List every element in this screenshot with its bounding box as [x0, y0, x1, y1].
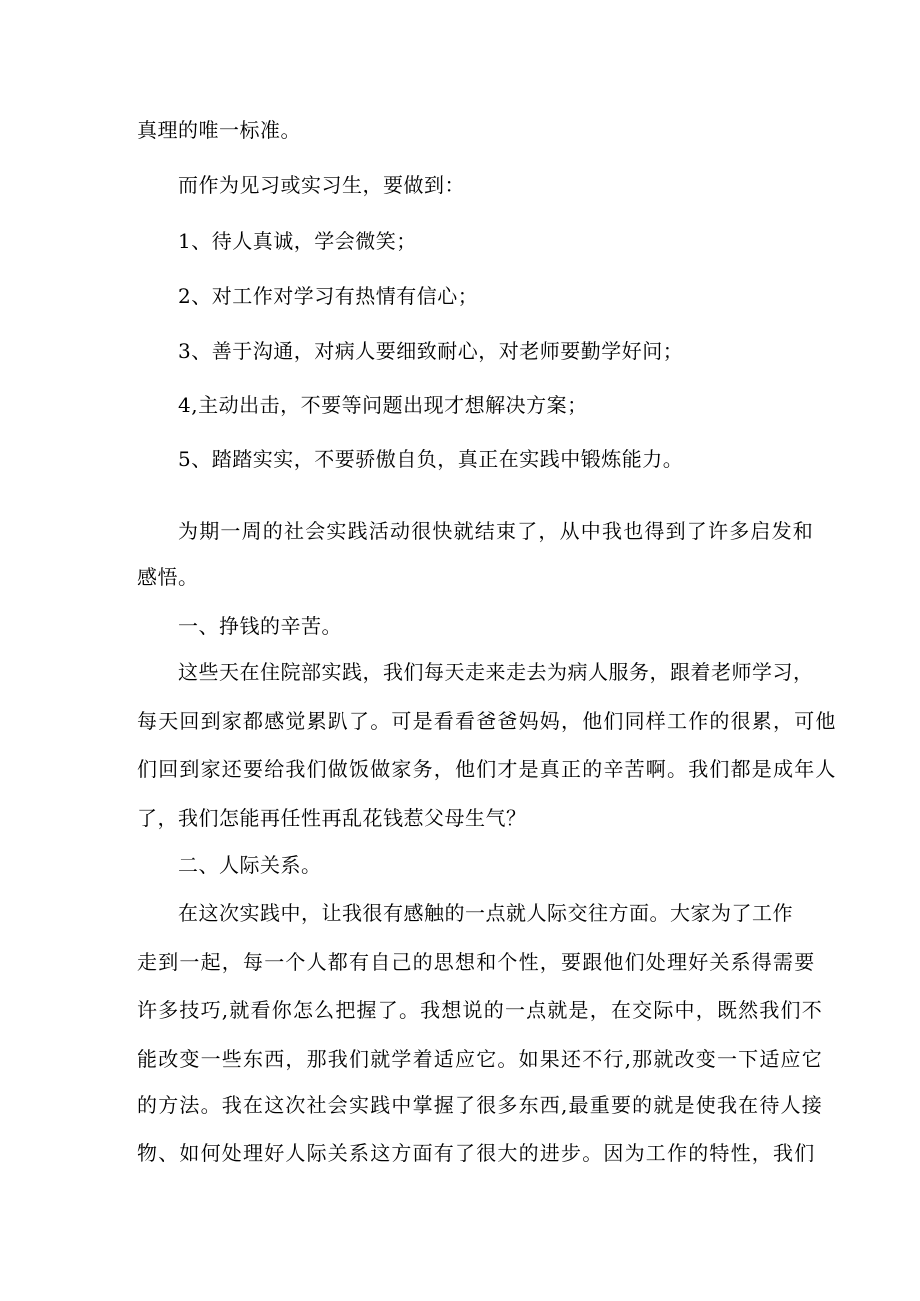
- text-line: 走到一起，每一个人都有自己的思想和个性，要跟他们处理好关系得需要: [137, 950, 816, 974]
- text-line: 能改变一些东西，那我们就学着适应它。如果还不行,那就改变一下适应它: [137, 1047, 823, 1071]
- section-heading: 一、挣钱的辛苦。: [178, 614, 342, 638]
- text-line: 许多技巧,就看你怎么把握了。我想说的一点就是，在交际中，既然我们不: [137, 998, 823, 1022]
- text-line: 为期一周的社会实践活动很快就结束了，从中我也得到了许多启发和: [178, 519, 814, 543]
- text-line: 物、如何处理好人际关系这方面有了很大的进步。因为工作的特性，我们: [137, 1141, 816, 1165]
- list-item: 3、善于沟通，对病人要细致耐心，对老师要勤学好问；: [178, 339, 684, 363]
- list-item: 1、待人真诚，学会微笑；: [178, 229, 417, 253]
- text-line: 了，我们怎能再任性再乱花钱惹父母生气？: [137, 806, 527, 830]
- text-line: 真理的唯一标准。: [137, 118, 301, 142]
- list-item: 2、对工作对学习有热情有信心；: [178, 284, 479, 308]
- list-item: 4,主动出击，不要等问题出现才想解决方案；: [178, 393, 588, 417]
- text-line: 在这次实践中，让我很有感触的一点就人际交往方面。大家为了工作: [178, 901, 793, 925]
- section-heading: 二、人际关系。: [178, 853, 322, 877]
- text-line: 的方法。我在这次社会实践中掌握了很多东西,最重要的就是使我在待人接: [137, 1093, 823, 1117]
- list-item: 5、踏踏实实，不要骄傲自负，真正在实践中锻炼能力。: [178, 447, 684, 471]
- text-line: 而作为见习或实习生，要做到：: [178, 173, 465, 197]
- text-line: 每天回到家都感觉累趴了。可是看看爸爸妈妈，他们同样工作的很累，可他: [137, 709, 837, 733]
- text-line: 感悟。: [137, 565, 199, 589]
- text-line: 这些天在住院部实践，我们每天走来走去为病人服务，跟着老师学习，: [178, 660, 814, 684]
- text-line: 们回到家还要给我们做饭做家务，他们才是真正的辛苦啊。我们都是成年人: [137, 757, 837, 781]
